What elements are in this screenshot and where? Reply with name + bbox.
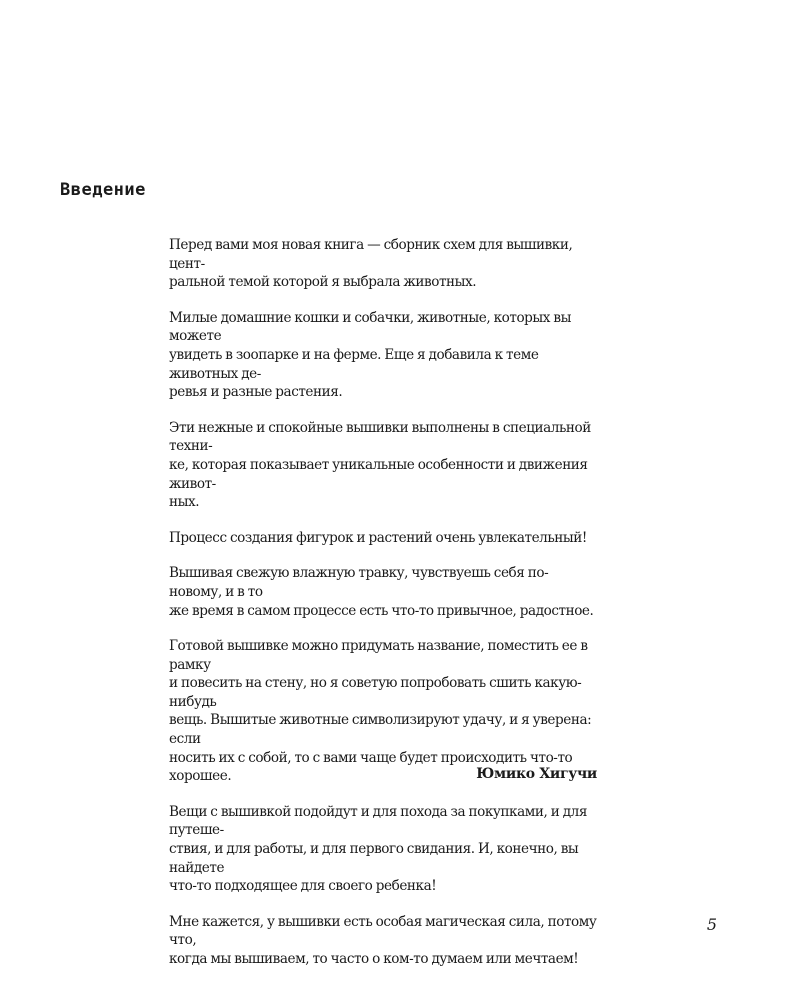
paragraph: Готовой вышивке можно придумать название, поместить ее в рамку и повесить на стену, но я советую попробовать сшить какую-нибудь вещь. Вышитые животные символизируют удачу, и я уверена: если носить их с собой, то с вами чаще будет происходить что-то хорошее. — [169, 638, 592, 785]
introduction-body — [169, 236, 601, 986]
paragraph: Перед вами моя новая книга — сборник схем для вышивки, цент- ральной темой которой я выбрала животных. — [169, 237, 573, 291]
paragraph: Процесс создания фигурок и растений очень увлекательный! — [169, 529, 587, 546]
page-number: 5 — [706, 915, 717, 934]
paragraph: Милые домашние кошки и собачки, животные, которых вы можете увидеть в зоопарке и на ферме. Еще я добавила к теме животных де- ревья и разные растения. — [169, 309, 571, 401]
paragraph: Вышивая свежую влажную травку, чувствуешь себя по-новому, и в то же время в самом процессе есть что-то привычное, радостное. — [169, 565, 594, 619]
author-signature: Юмико Хигучи — [476, 766, 597, 782]
page-title: Введение — [60, 180, 146, 200]
paragraph: Эти нежные и спокойные вышивки выполнены в специальной техни- ке, которая показывает уникальные особенности и движения живот- ных. — [169, 419, 591, 511]
paragraph: Мне кажется, у вышивки есть особая магическая сила, потому что, когда мы вышиваем, то часто о ком-то думаем или мечтаем! — [169, 913, 597, 967]
paragraph: Вещи с вышивкой подойдут и для похода за покупками, и для путеше- ствия, и для работы, и для первого свидания. И, конечно, вы найдете что-то подходящее для своего ребенка! — [169, 803, 587, 895]
